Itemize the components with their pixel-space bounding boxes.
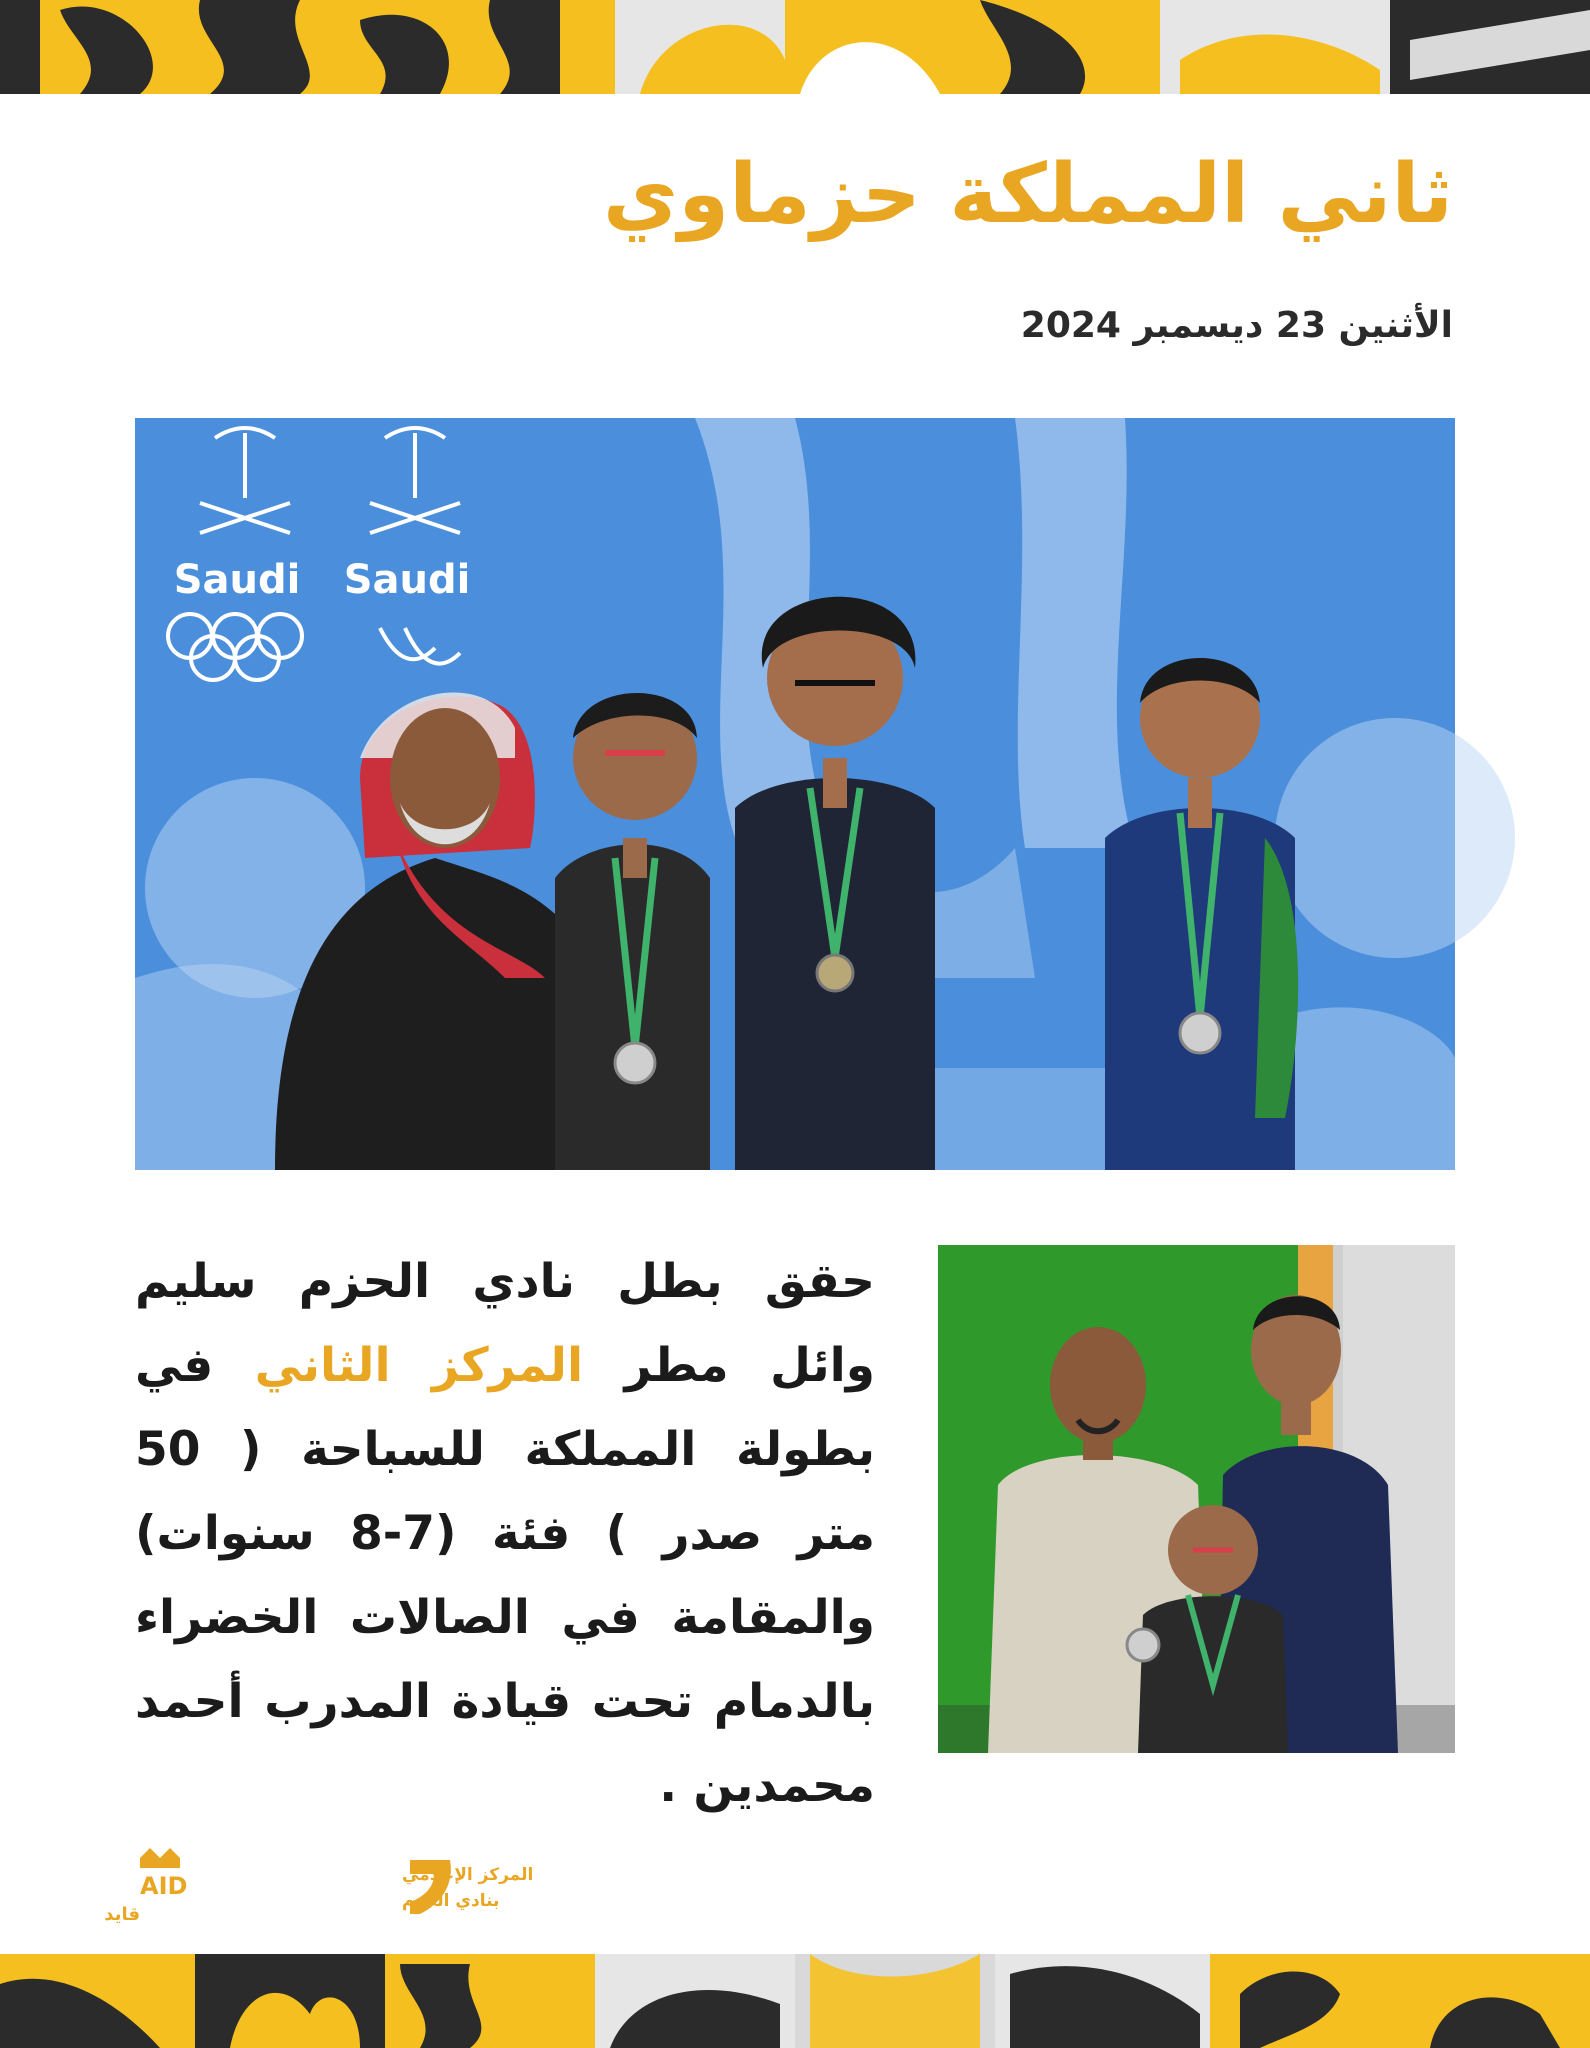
top-decorative-band bbox=[0, 0, 1590, 94]
aid-logo bbox=[104, 1846, 210, 1926]
side-photo bbox=[938, 1245, 1455, 1753]
main-photo bbox=[135, 418, 1455, 1170]
svg-text:قايد: قايد bbox=[104, 1904, 140, 1925]
bottom-decorative-band bbox=[0, 1954, 1590, 2048]
photo-person-child-1 bbox=[555, 693, 710, 1170]
backdrop-brand-left: Saudi bbox=[173, 557, 301, 603]
article-body-part-1: حقق بطل نادي الحزم سليم وائل مطر bbox=[135, 1254, 875, 1393]
backdrop-brand-right: Saudi bbox=[343, 557, 471, 603]
svg-text:بنادي الحزم: بنادي الحزم bbox=[402, 1891, 500, 1911]
article-body bbox=[135, 1240, 875, 1828]
article-date: الأثنين 23 ديسمبر 2024 bbox=[1020, 305, 1453, 346]
footer-logos bbox=[104, 1846, 534, 1926]
svg-text:AID: AID bbox=[140, 1872, 188, 1900]
article-body-part-2: في بطولة المملكة للسباحة ( 50 متر صدر ) فئة (7-8 سنوات) والمقامة في الصالات الخضراء بالدمام تحت قيادة المدرب أحمد محمدين . bbox=[135, 1338, 875, 1813]
page-title: ثاني المملكة حزماوي bbox=[603, 147, 1453, 242]
hazm-media-center-logo bbox=[230, 1852, 534, 1922]
svg-text:المركز الإعلامي: المركز الإعلامي bbox=[402, 1865, 534, 1885]
article-highlight: المركز الثاني bbox=[254, 1338, 584, 1393]
